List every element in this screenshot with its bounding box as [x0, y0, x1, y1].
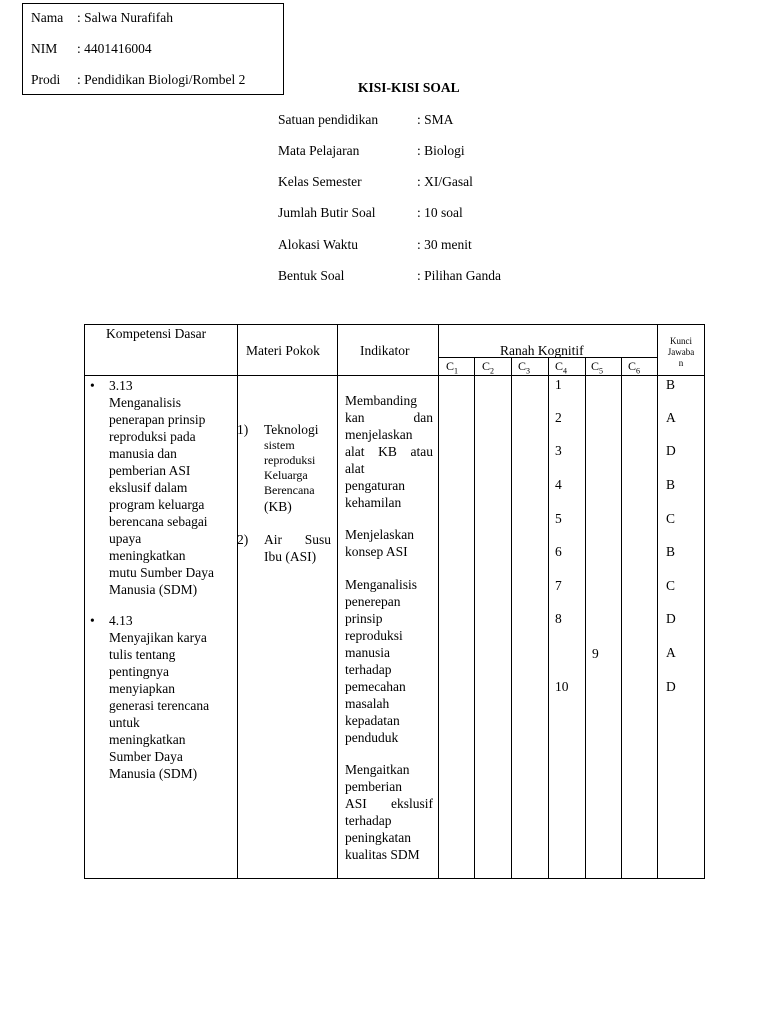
answer-key: C [666, 578, 676, 593]
indikator-line: menjelaskan [345, 427, 413, 442]
indikator-line: pemecahan [345, 679, 406, 694]
meta-value: : 30 menit [417, 237, 472, 252]
materi-line: Teknologi [264, 422, 319, 437]
student-name-row [31, 10, 173, 26]
indikator-line: pengaturan [345, 478, 405, 493]
kd-bullet: • [90, 378, 95, 393]
level-sub: 4 [563, 366, 568, 376]
prodi-label: Prodi [31, 72, 61, 87]
meta-value: : Pilihan Ganda [417, 268, 501, 283]
student-info-box [22, 3, 284, 95]
materi-line: reproduksi [264, 453, 316, 467]
indikator-line: kualitas SDM [345, 847, 420, 862]
kd-line: mutu Sumber Daya [109, 565, 214, 580]
nama-value: : Salwa Nurafifah [77, 10, 173, 25]
level-letter: C [446, 359, 455, 373]
answer-key: D [666, 611, 676, 626]
c4-question-number: 6 [555, 544, 562, 559]
meta-label: Kelas Semester [278, 174, 362, 189]
meta-label: Alokasi Waktu [278, 237, 359, 252]
answer-key: D [666, 443, 676, 458]
nim-value: : 4401416004 [77, 41, 152, 56]
indikator-line: manusia [345, 645, 390, 660]
meta-label: Mata Pelajaran [278, 143, 360, 158]
indikator-line: Membanding [345, 393, 417, 408]
indikator-line: penduduk [345, 730, 399, 745]
kd-line: untuk [109, 715, 140, 730]
meta-value: : XI/Gasal [417, 174, 473, 189]
indikator-line: konsep ASI [345, 544, 408, 559]
kd-line: Sumber Daya [109, 749, 183, 764]
col-line [438, 324, 439, 879]
document-title: KISI-KISI SOAL [358, 80, 460, 95]
c4-question-number: 7 [555, 578, 562, 593]
materi-line: Keluarga [264, 468, 308, 482]
kd-line: pemberian ASI [109, 463, 191, 478]
col-line [511, 357, 512, 879]
indikator-line: kehamilan [345, 495, 402, 510]
kd-code: 3.13 [109, 378, 133, 393]
meta-label: Bentuk Soal [278, 268, 345, 283]
kd-bullet: • [90, 613, 95, 628]
indikator-line: Mengaitkan [345, 762, 410, 777]
kd-line: program keluarga [109, 497, 205, 512]
kd-line: menyiapkan [109, 681, 175, 696]
kunci-line: Jawaba [667, 347, 695, 357]
kd-line: reproduksi pada [109, 429, 196, 444]
answer-key: A [666, 410, 676, 425]
level-letter: C [591, 359, 600, 373]
kunci-line: Kunci [670, 336, 692, 346]
indikator-line: kepadatan [345, 713, 400, 728]
answer-key: B [666, 544, 676, 559]
kd-line: meningkatkan [109, 732, 186, 747]
col-line [84, 324, 85, 879]
indikator-line: alat KB atau [345, 444, 433, 459]
header-materi-pokok: Materi Pokok [246, 343, 320, 358]
kd-block [109, 612, 209, 782]
prodi-value: : Pendidikan Biologi/Rombel 2 [77, 72, 246, 87]
indikator-line: terhadap [345, 662, 392, 677]
kd-line: pentingnya [109, 664, 169, 679]
level-c1 [446, 358, 458, 379]
level-letter: C [482, 359, 491, 373]
answer-key: B [666, 477, 676, 492]
materi-block [264, 531, 331, 565]
col-line [337, 324, 338, 879]
materi-number: 1) [237, 422, 249, 437]
answer-key: C [666, 511, 676, 526]
materi-block [264, 421, 330, 515]
col-line [548, 357, 549, 879]
header-divider [84, 375, 705, 376]
level-sub: 1 [454, 366, 459, 376]
materi-line: Ibu (ASI) [264, 549, 317, 564]
indikator-line: terhadap [345, 813, 392, 828]
meta-label: Satuan pendidikan [278, 112, 379, 127]
kd-line: Manusia (SDM) [109, 582, 198, 597]
level-letter: C [555, 359, 564, 373]
c4-question-number: 5 [555, 511, 562, 526]
indikator-line: prinsip [345, 611, 383, 626]
indikator-line: ASI ekslusif [345, 796, 433, 811]
c4-question-number: 2 [555, 410, 562, 425]
c4-question-number: 3 [555, 443, 562, 458]
indikator-block [345, 526, 433, 560]
indikator-line: pemberian [345, 779, 402, 794]
kunci-line: n [678, 358, 684, 368]
indikator-line: peningkatan [345, 830, 411, 845]
indikator-line: reproduksi [345, 628, 403, 643]
header-ranah-kognitif: Ranah Kognitif [500, 343, 584, 358]
level-sub: 2 [490, 366, 495, 376]
level-c6 [628, 358, 640, 379]
level-letter: C [628, 359, 637, 373]
header-indikator: Indikator [360, 343, 410, 358]
col-line [657, 324, 658, 879]
indikator-block [345, 576, 433, 746]
c5-question-number: 9 [592, 646, 599, 661]
materi-line: (KB) [264, 499, 292, 514]
kd-line: berencana sebagai [109, 514, 208, 529]
kd-line: generasi terencana [109, 698, 210, 713]
indikator-block [345, 761, 433, 863]
level-c5 [591, 358, 603, 379]
indikator-line: masalah [345, 696, 390, 711]
kd-line: Menganalisis [109, 395, 181, 410]
header-kompetensi-dasar: Kompetensi Dasar [106, 326, 207, 341]
answer-key: A [666, 645, 676, 660]
col-line [474, 357, 475, 879]
c4-question-number: 8 [555, 611, 562, 626]
materi-line: Air Susu [264, 532, 331, 547]
kd-line: upaya [109, 531, 142, 546]
level-c3 [518, 358, 530, 379]
col-line [621, 357, 622, 879]
col-line [237, 324, 238, 879]
level-sub: 5 [599, 366, 604, 376]
indikator-line: kan dan [345, 410, 433, 425]
meta-value: : SMA [417, 112, 454, 127]
student-prodi-row [31, 72, 245, 88]
kd-line: Manusia (SDM) [109, 766, 198, 781]
answer-key: D [666, 679, 676, 694]
c4-question-number: 1 [555, 377, 562, 392]
student-nim-row [31, 41, 152, 57]
kd-line: penerapan prinsip [109, 412, 206, 427]
meta-label: Jumlah Butir Soal [278, 205, 376, 220]
c4-question-number: 10 [555, 679, 569, 694]
kd-line: manusia dan [109, 446, 177, 461]
indikator-line: penerepan [345, 594, 401, 609]
kd-code: 4.13 [109, 613, 133, 628]
kd-block [109, 377, 214, 598]
materi-line: sistem [264, 438, 295, 452]
nim-label: NIM [31, 41, 58, 56]
kd-line: ekslusif dalam [109, 480, 188, 495]
materi-number: 2) [237, 532, 249, 547]
level-sub: 3 [526, 366, 531, 376]
c4-question-number: 4 [555, 477, 562, 492]
meta-value: : 10 soal [417, 205, 463, 220]
answer-key: B [666, 377, 676, 392]
indikator-line: alat [345, 461, 365, 476]
level-letter: C [518, 359, 527, 373]
level-sub: 6 [636, 366, 641, 376]
level-c2 [482, 358, 494, 379]
indikator-line: Menjelaskan [345, 527, 414, 542]
kd-line: Menyajikan karya [109, 630, 207, 645]
kd-line: tulis tentang [109, 647, 176, 662]
table-border-right [704, 324, 705, 879]
table-border-bottom [84, 878, 705, 879]
nama-label: Nama [31, 10, 64, 25]
header-kunci-jawaban [658, 336, 704, 369]
indikator-line: Menganalisis [345, 577, 417, 592]
col-line [585, 357, 586, 879]
materi-line: Berencana [264, 483, 315, 497]
indikator-block [345, 392, 433, 511]
kd-line: meningkatkan [109, 548, 186, 563]
meta-value: : Biologi [417, 143, 465, 158]
